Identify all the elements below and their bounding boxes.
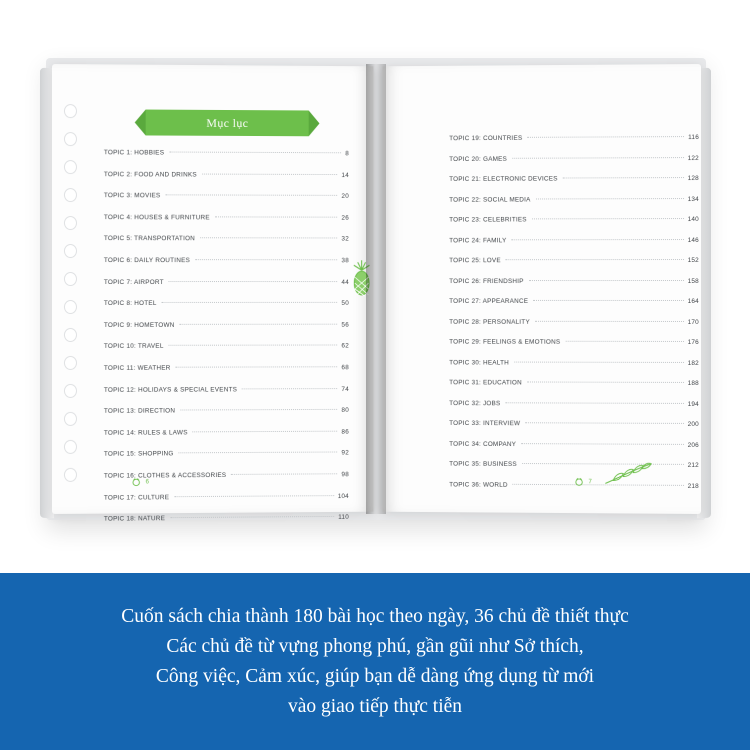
toc-leader-dots: [527, 136, 684, 138]
toc-entry[interactable]: [104, 407, 349, 429]
toc-leader-dots: [513, 483, 684, 485]
toc-entry[interactable]: [104, 364, 349, 386]
toc-entry-page: 74: [341, 385, 349, 393]
toc-entry[interactable]: [104, 214, 349, 236]
toc-leader-dots: [174, 495, 334, 497]
toc-entry-page: 170: [687, 318, 700, 326]
toc-leader-dots: [162, 302, 338, 303]
toc-entry[interactable]: [104, 192, 349, 214]
toc-entry-page: 80: [341, 406, 349, 414]
toc-entry-label: TOPIC 18: NATURE: [103, 515, 166, 523]
toc-entry-label: TOPIC 35: BUSINESS: [449, 460, 517, 468]
toc-entry[interactable]: [449, 278, 699, 298]
toc-entry[interactable]: [104, 450, 349, 473]
toc-leader-dots: [169, 281, 338, 282]
right-page: [383, 64, 701, 514]
toc-entry-label: TOPIC 14: RULES & LAWS: [103, 429, 188, 437]
toc-leader-dots: [505, 402, 683, 404]
toc-entry-page: 134: [687, 195, 700, 203]
toc-entry-label: TOPIC 16: CLOTHES & ACCESSORIES: [103, 471, 227, 480]
toc-entry-label: TOPIC 9: HOMETOWN: [103, 321, 175, 329]
toc-entry-page: 164: [687, 297, 700, 305]
toc-entry-label: TOPIC 4: HOUSES & FURNITURE: [103, 213, 210, 222]
toc-entry-page: 68: [341, 364, 349, 372]
toc-entry-label: TOPIC 12: HOLIDAYS & SPECIAL EVENTS: [103, 385, 238, 394]
toc-entry-label: TOPIC 36: WORLD: [449, 480, 508, 489]
toc-leader-dots: [511, 239, 683, 240]
toc-entry-page: 44: [341, 278, 349, 286]
toc-entry-page: 158: [687, 277, 700, 285]
toc-ribbon-label: Mục lục: [146, 110, 309, 137]
toc-ribbon: [146, 110, 309, 137]
toc-entry-page: 206: [687, 441, 700, 449]
toc-entry-label: TOPIC 10: TRAVEL: [103, 343, 164, 351]
toc-entry-label: TOPIC 2: FOOD AND DRINKS: [103, 170, 197, 179]
toc-entry-label: TOPIC 8: HOTEL: [103, 300, 157, 308]
toc-leader-dots: [215, 216, 338, 217]
toc-entry-page: 98: [341, 471, 349, 479]
toc-entry[interactable]: [449, 134, 699, 156]
toc-entry[interactable]: [104, 235, 349, 257]
toc-entry-page: 116: [688, 134, 700, 142]
punch-hole: [64, 188, 77, 202]
toc-entry-label: TOPIC 21: ELECTRONIC DEVICES: [449, 175, 558, 183]
toc-entry-page: 128: [687, 175, 700, 183]
toc-entry-label: TOPIC 25: LOVE: [449, 257, 501, 265]
toc-entry-label: TOPIC 3: MOVIES: [103, 192, 161, 200]
toc-entry[interactable]: [104, 343, 349, 365]
toc-entry-page: 122: [687, 154, 700, 162]
leaf-branch-doodle: [601, 461, 655, 487]
toc-leader-dots: [535, 320, 684, 321]
toc-list-right: [449, 134, 699, 503]
punch-hole: [64, 300, 77, 314]
toc-leader-dots: [525, 422, 683, 424]
toc-entry[interactable]: [449, 237, 699, 258]
toc-entry-page: 140: [687, 216, 700, 224]
toc-entry-page: 86: [341, 428, 349, 436]
toc-leader-dots: [200, 238, 338, 239]
punch-hole: [64, 412, 77, 426]
toc-leader-dots: [565, 341, 683, 342]
toc-entry[interactable]: [449, 216, 699, 237]
toc-entry-label: TOPIC 6: DAILY ROUTINES: [103, 257, 191, 265]
toc-leader-dots: [169, 152, 341, 154]
toc-entry-label: TOPIC 11: WEATHER: [103, 364, 171, 372]
left-page-number: 6: [145, 478, 149, 485]
toc-entry[interactable]: [449, 420, 699, 442]
punch-hole: [64, 104, 77, 118]
toc-entry-label: TOPIC 22: SOCIAL MEDIA: [449, 196, 531, 204]
toc-leader-dots: [533, 300, 683, 301]
punch-hole: [64, 216, 77, 230]
toc-leader-dots: [563, 177, 684, 178]
punch-hole: [64, 272, 77, 286]
toc-entry-label: TOPIC 17: CULTURE: [103, 493, 170, 502]
toc-leader-dots: [506, 259, 684, 260]
left-page: [52, 64, 373, 523]
toc-entry[interactable]: [449, 400, 699, 421]
toc-entry-page: 176: [687, 338, 700, 346]
toc-entry[interactable]: [449, 359, 699, 380]
toc-entry[interactable]: [104, 428, 349, 451]
toc-entry-page: 218: [687, 482, 700, 490]
toc-leader-dots: [521, 443, 683, 445]
right-page-number: 7: [588, 478, 592, 485]
toc-leader-dots: [193, 430, 338, 432]
toc-entry-page: 26: [341, 214, 349, 222]
toc-entry[interactable]: [104, 279, 349, 301]
left-page-footer: [132, 477, 149, 486]
book-gutter: [366, 64, 386, 514]
toc-entry[interactable]: [104, 257, 349, 279]
toc-entry-page: 38: [341, 257, 349, 265]
toc-leader-dots: [231, 473, 337, 475]
toc-entry-label: TOPIC 5: TRANSPORTATION: [103, 235, 196, 243]
toc-entry-page: 56: [341, 321, 349, 329]
toc-leader-dots: [532, 218, 684, 219]
promo-line-3: Công việc, Cảm xúc, giúp bạn dễ dàng ứng dụng từ mới: [155, 665, 595, 687]
toc-entry-page: 194: [687, 400, 700, 408]
toc-entry-page: 62: [341, 342, 349, 350]
toc-entry-page: 182: [687, 359, 700, 367]
toc-leader-dots: [195, 259, 338, 260]
promo-line-4: vào giao tiếp thực tiễn: [287, 695, 463, 717]
toc-entry-label: TOPIC 32: JOBS: [449, 399, 501, 407]
toc-entry-page: 110: [338, 513, 349, 521]
toc-entry[interactable]: [104, 300, 349, 322]
toc-entry-label: TOPIC 34: COMPANY: [449, 440, 517, 448]
toc-entry[interactable]: [449, 298, 699, 319]
toc-entry-page: 20: [341, 193, 349, 201]
toc-entry[interactable]: [104, 493, 349, 516]
toc-leader-dots: [512, 157, 684, 159]
toc-entry-label: TOPIC 24: FAMILY: [449, 236, 507, 244]
toc-entry-label: TOPIC 23: CELEBRITIES: [449, 216, 527, 224]
toc-entry-page: 8: [345, 150, 349, 158]
punch-hole: [64, 244, 77, 258]
leaf-icon: [132, 477, 141, 486]
right-page-footer: [575, 477, 592, 486]
punch-hole: [64, 356, 77, 370]
toc-leader-dots: [529, 280, 684, 281]
toc-leader-dots: [165, 195, 337, 197]
toc-entry-label: TOPIC 13: DIRECTION: [103, 407, 176, 415]
toc-entry[interactable]: [449, 257, 699, 278]
toc-entry[interactable]: [449, 318, 699, 339]
toc-entry-label: TOPIC 20: GAMES: [449, 155, 508, 163]
toc-entry-label: TOPIC 26: FRIENDSHIP: [449, 277, 524, 285]
toc-entry[interactable]: [104, 386, 349, 408]
toc-leader-dots: [242, 388, 337, 389]
punch-hole: [64, 328, 77, 342]
toc-entry-page: 188: [687, 379, 700, 387]
toc-entry-page: 14: [341, 171, 349, 179]
toc-entry-label: TOPIC 33: INTERVIEW: [449, 419, 521, 428]
toc-leader-dots: [176, 366, 338, 367]
punch-hole: [64, 468, 77, 482]
toc-leader-dots: [536, 198, 684, 199]
toc-leader-dots: [527, 381, 684, 382]
toc-leader-dots: [180, 409, 337, 411]
toc-entry[interactable]: [104, 321, 349, 343]
toc-entry[interactable]: [104, 171, 349, 193]
toc-leader-dots: [180, 323, 338, 324]
toc-entry-label: TOPIC 31: EDUCATION: [449, 379, 522, 387]
toc-entry-label: TOPIC 19: COUNTRIES: [449, 134, 523, 143]
toc-entry[interactable]: [449, 196, 699, 217]
toc-entry[interactable]: [449, 440, 699, 462]
toc-entry-page: 32: [341, 235, 349, 243]
toc-entry-label: TOPIC 7: AIRPORT: [103, 278, 164, 286]
punch-hole: [64, 384, 77, 398]
toc-entry-page: 200: [687, 420, 700, 428]
toc-entry-label: TOPIC 28: PERSONALITY: [449, 318, 530, 326]
toc-entry-label: TOPIC 15: SHOPPING: [103, 450, 174, 459]
promo-line-1: Cuốn sách chia thành 180 bài học theo ngày, 36 chủ đề thiết thực: [121, 605, 629, 627]
punch-hole: [64, 440, 77, 454]
promo-line-2: Các chủ đề từ vựng phong phú, gần gũi như Sở thích,: [166, 635, 584, 657]
toc-entry[interactable]: [449, 155, 699, 176]
toc-entry-page: 152: [687, 257, 700, 265]
toc-entry[interactable]: [449, 339, 699, 360]
toc-leader-dots: [178, 452, 337, 454]
toc-entry-page: 104: [337, 492, 349, 500]
toc-entry-label: TOPIC 30: HEALTH: [449, 358, 509, 367]
toc-leader-dots: [169, 345, 338, 346]
promo-banner: [0, 573, 750, 750]
open-book: [40, 48, 710, 526]
leaf-icon: [575, 477, 584, 486]
punch-hole: [64, 160, 77, 174]
toc-leader-dots: [202, 173, 338, 174]
toc-entry-page: 146: [687, 236, 700, 244]
punch-hole: [64, 132, 77, 146]
toc-entry-label: TOPIC 29: FEELINGS & EMOTIONS: [449, 338, 561, 346]
toc-leader-dots: [170, 516, 334, 518]
punch-holes: [64, 104, 76, 504]
toc-entry[interactable]: [449, 175, 699, 196]
toc-entry[interactable]: [104, 514, 349, 537]
toc-leader-dots: [514, 361, 684, 362]
toc-entry-page: 212: [687, 461, 700, 469]
toc-entry-label: TOPIC 27: APPEARANCE: [449, 297, 529, 305]
toc-entry-page: 92: [341, 449, 349, 457]
toc-entry-label: TOPIC 1: HOBBIES: [103, 149, 165, 157]
toc-entry[interactable]: [104, 149, 349, 171]
toc-entry-page: 50: [341, 300, 349, 307]
toc-entry[interactable]: [449, 379, 699, 400]
